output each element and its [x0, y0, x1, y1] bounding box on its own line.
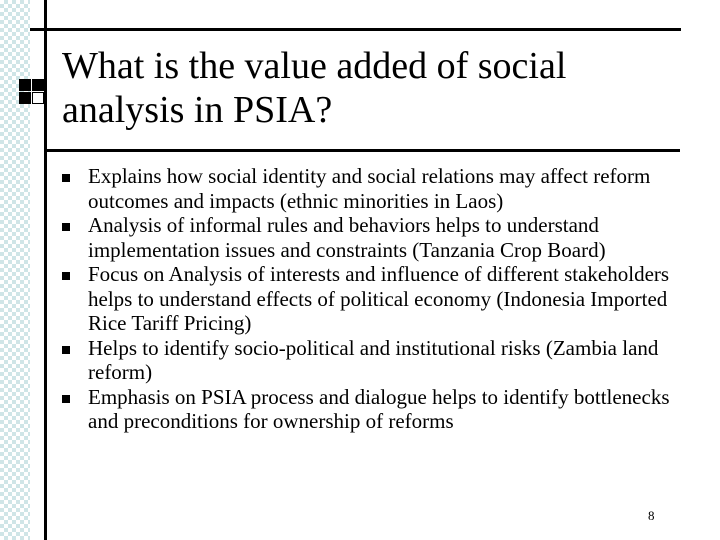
slide-title-line: analysis in PSIA?: [62, 89, 333, 131]
bullet-item: [62, 385, 672, 434]
slide-title-line: What is the value added of social: [62, 45, 567, 87]
corner-square-decoration: [32, 92, 44, 104]
top-rule: [30, 28, 681, 31]
bullet-text: Analysis of informal rules and behaviors helps to understand implementation issues and constraints (Tanzania Crop Board): [88, 213, 606, 262]
bullet-list: [62, 164, 672, 434]
corner-square-decoration: [19, 92, 31, 104]
square-bullet-icon: [62, 272, 70, 280]
bullet-text: Explains how social identity and social relations may affect reform outcomes and impacts (ethnic minorities in Laos): [88, 164, 651, 213]
vertical-rule: [44, 0, 47, 540]
square-bullet-icon: [62, 346, 70, 354]
title-underline-rule: [44, 149, 680, 152]
page-number: 8: [648, 508, 655, 523]
bullet-text: Focus on Analysis of interests and influence of different stakeholders helps to understand effects of political economy (Indonesia Imported Rice Tariff Pricing): [88, 262, 670, 335]
square-bullet-icon: [62, 395, 70, 403]
bullet-text: Helps to identify socio-political and institutional risks (Zambia land reform): [88, 335, 659, 384]
square-bullet-icon: [62, 223, 70, 231]
slide-title: [62, 44, 662, 132]
bullet-item: [62, 164, 672, 213]
bullet-item: [62, 213, 672, 262]
bullet-item: [62, 262, 672, 336]
bullet-text: Emphasis on PSIA process and dialogue helps to identify bottlenecks and preconditions for ownership of reforms: [88, 384, 670, 433]
square-bullet-icon: [62, 174, 70, 182]
bullet-item: [62, 336, 672, 385]
corner-square-decoration: [19, 79, 31, 91]
corner-square-decoration: [32, 79, 44, 91]
